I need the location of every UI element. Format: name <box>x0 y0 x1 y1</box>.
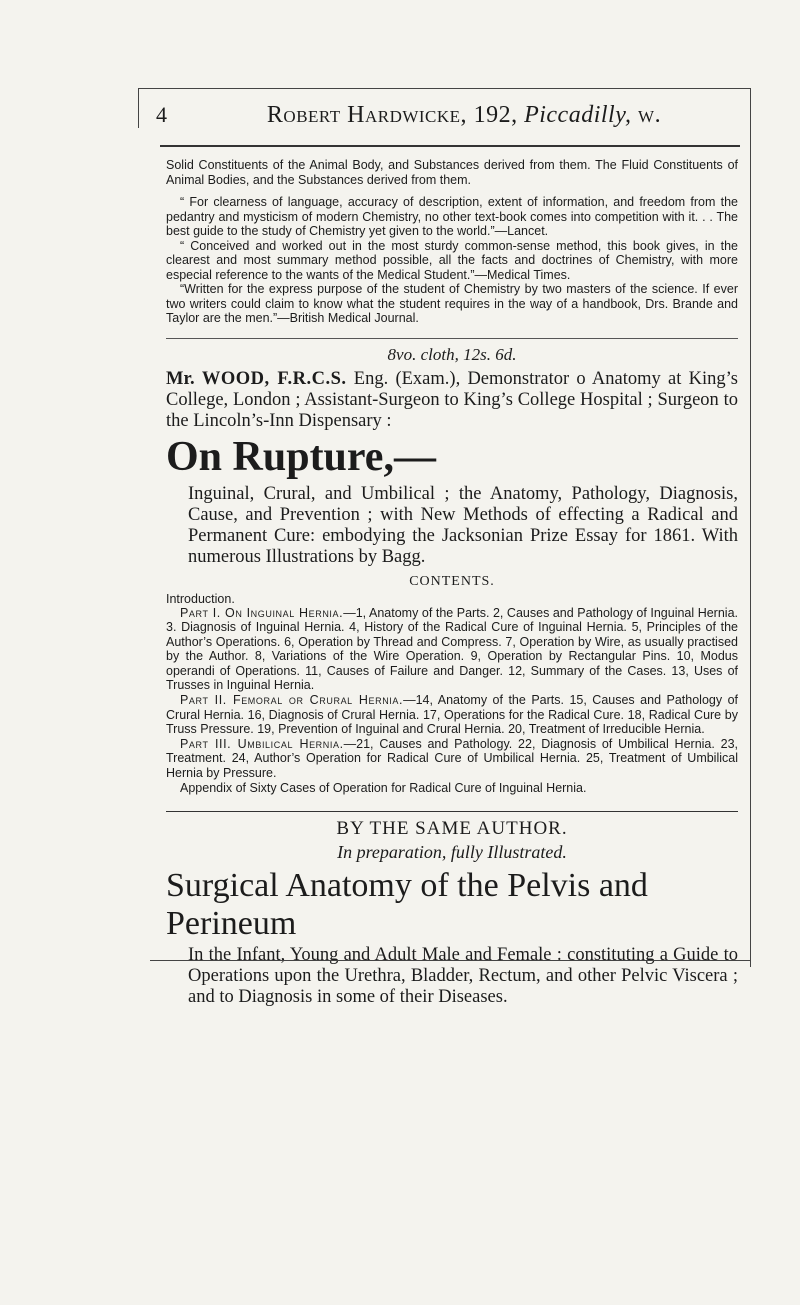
author-positions: Eng. (Exam.), Demonstrator o Anatomy at King’s College, London ; Assistant-Surgeon to King’s College Hospital ; Surgeon to the Lincoln’s-Inn Dispensary : <box>166 368 738 431</box>
book-title-pelvis: Surgical Anatomy of the Pelvis and Perineum <box>166 867 648 943</box>
section-divider-2 <box>166 811 738 812</box>
book-title-rupture: On Rupture,— <box>166 433 436 480</box>
preparation-note: In preparation, fully Illustrated. <box>337 842 567 863</box>
toc-introduction: Introduction. <box>166 591 235 606</box>
toc-part-1 <box>166 606 738 694</box>
street-name: Piccadilly, <box>524 102 632 128</box>
page-content <box>166 158 738 1008</box>
review-bmj: “Written for the express purpose of the student of Chemistry by two masters of the science. If ever two writers could claim to know what the student requires in the way of a handbook, Drs. Brande and Taylor are the men.”—British Medical Journal. <box>166 282 738 325</box>
toc-part-2-text: —14, Anatomy of the Parts. 15, Causes and Pathology of Crural Hernia. 16, Diagnosis of Crural Hernia. 17, Operations for the Radical Cure. 18, Radical Cure by Truss Pressure. 19, Prevention of Inguinal and Crural Hernia. 20, Treatment of Irreducible Hernia. <box>166 693 738 737</box>
book-description-pelvis: In the Infant, Young and Adult Male and Female : constituting a Guide to Operations upon the Urethra, Bladder, Rectum, and other Pelvic Viscera ; and to Diagnosis in some of their Diseases. <box>188 945 738 1008</box>
toc-part-1-text: —1, Anatomy of the Parts. 2, Causes and Pathology of Inguinal Hernia. 3. Diagnosis of Inguinal Hernia. 4, History of the Radical Cure of Inguinal Hernia. 5, Principles of the Author’s Operations. 6, Operation by Thread and Compress. 7, Operation by Wire, as usually practised by the Author. 8, Variations of the Wire Operation. 9, Operation by Rectangular Pins. 10, Modus operandi of Operations. 11, Causes of Failure and Danger. 12, Summary of the Cases. 13, Uses of Trusses in Inguinal Hernia. <box>166 605 739 693</box>
author-name: WOOD, F.R.C.S. <box>201 368 347 389</box>
chemistry-contents-tail: Solid Constituents of the Animal Body, and Substances derived from them. The Fluid Constituents of Animal Bodies, and the Substances derived from them. <box>166 158 738 187</box>
toc-part-1-label: Part I. On Inguinal Hernia. <box>180 605 344 620</box>
toc-appendix: Appendix of Sixty Cases of Operation for Radical Cure of Inguinal Hernia. <box>180 780 587 795</box>
toc-part-3-text: —21, Causes and Pathology. 22, Diagnosis of Umbilical Hernia. 23, Treatment. 24, Author’s Operation for Radical Cure of Umbilical Hernia. 25, Treatment of Umbilical Hernia by Pressure. <box>166 736 738 781</box>
contents-heading: CONTENTS. <box>409 573 495 589</box>
section-divider <box>166 338 738 339</box>
review-lancet: “ For clearness of language, accuracy of description, extent of information, and freedom from the pedantry and mysticism of modern Chemistry, no other text-book comes into competition with it. . . The best guide to the study of Chemistry yet given to the world.”—Lancet. <box>166 195 738 238</box>
publisher-heading <box>188 102 740 129</box>
page-number: 4 <box>156 102 167 127</box>
header-rule <box>160 145 740 147</box>
address-number: 192, <box>473 102 518 128</box>
toc-part-2 <box>166 693 738 737</box>
author-credentials <box>166 369 738 432</box>
review-medical-times: “ Conceived and worked out in the most sturdy common-sense method, this book gives, in the clearest and most summary method possible, all the facts and doctrines of Chemistry, with more especial reference to the wants of the Medical Student.”—Medical Times. <box>166 238 738 282</box>
author-title: Mr. <box>166 368 195 389</box>
book-format-price: 8vo. cloth, 12s. 6d. <box>387 344 517 364</box>
toc-part-2-label: Part II. Femoral or Crural Hernia. <box>180 693 404 708</box>
toc-part-3-label: Part III. Umbilical Hernia. <box>180 736 344 751</box>
bottom-rule <box>150 960 750 961</box>
postal-district: w. <box>638 102 662 128</box>
running-head <box>150 102 740 138</box>
page-border-left <box>138 88 139 128</box>
book-subtitle-rupture: Inguinal, Crural, and Umbilical ; the Anatomy, Pathology, Diagnosis, Cause, and Prevention ; with New Methods of effecting a Radical and Permanent Cure: embodying the Jacksonian Prize Essay for 1861. With numerous Illustrations by Bagg. <box>188 483 738 567</box>
same-author-heading: BY THE SAME AUTHOR. <box>336 818 568 840</box>
toc-part-3 <box>166 737 738 781</box>
publisher-name: Robert Hardwicke, <box>266 102 468 128</box>
